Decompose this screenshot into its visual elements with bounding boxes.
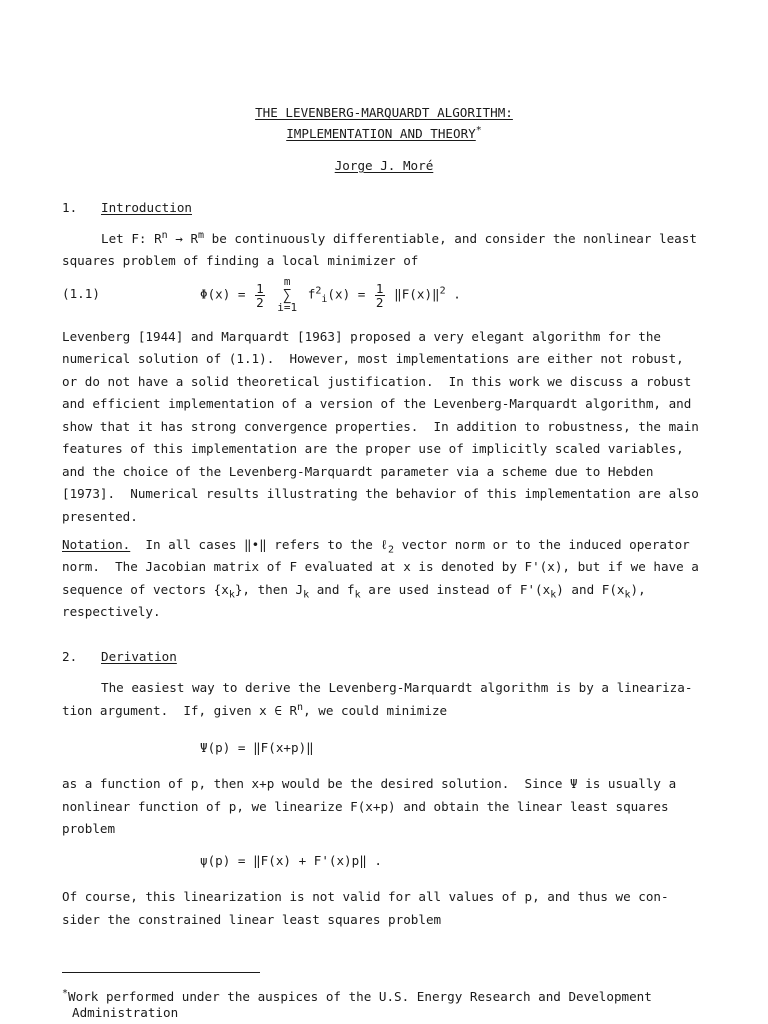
footnote-line-1: [62, 989, 652, 1005]
intro-line-1: [101, 231, 697, 247]
notation-text: sequence of vectors {x: [62, 582, 229, 597]
superscript: n: [297, 701, 304, 713]
derivation-paragraph-line: problem: [62, 821, 116, 836]
notation-label: Notation.: [62, 537, 131, 552]
derivation-paragraph-line: sider the constrained linear least squares problem: [62, 912, 442, 927]
intro-paragraph-line: show that it has strong convergence properties. In addition to robustness, the main: [62, 419, 699, 434]
superscript: n: [161, 229, 168, 241]
derivation-paragraph-line: nonlinear function of p, we linearize F(x+p) and obtain the linear least squares: [62, 799, 669, 814]
subscript: k: [303, 589, 310, 601]
equation-term: (x) =: [327, 286, 366, 302]
derivation-line-2: [62, 703, 447, 719]
notation-text: are used instead of F'(x: [360, 582, 551, 597]
equation-term: f: [307, 286, 316, 302]
subscript: k: [550, 589, 557, 601]
fraction-half: [375, 282, 385, 309]
equation-end: .: [445, 286, 461, 302]
notation-line-4: respectively.: [62, 604, 161, 619]
notation-line-3: [62, 582, 646, 601]
notation-text: In all cases ‖•‖ refers to the ℓ: [130, 537, 389, 552]
equation-1-1: [200, 276, 461, 314]
paper-title-line2-text: IMPLEMENTATION AND THEORY: [286, 126, 476, 141]
paper-title-line2: [0, 126, 768, 142]
equation-label-1-1: (1.1): [62, 286, 100, 301]
sum-symbol: ∑: [282, 286, 292, 304]
fraction-denominator: 2: [375, 294, 384, 310]
derivation-line-1: The easiest way to derive the Levenberg-Marquardt algorithm is by a lineariza-: [101, 680, 693, 695]
subscript: i: [321, 294, 328, 306]
equation-psi-lower: ψ(p) = ‖F(x) + F'(x)p‖ .: [200, 853, 382, 868]
subscript: k: [354, 589, 361, 601]
intro-paragraph-line: features of this implementation are the proper use of implicitly scaled variables,: [62, 441, 684, 456]
intro-paragraph-line: and the choice of the Levenberg-Marquardt parameter via a scheme due to Hebden: [62, 464, 654, 479]
intro-paragraph-line: Levenberg [1944] and Marquardt [1963] proposed a very elegant algorithm for the: [62, 329, 661, 344]
title-footnote-mark: *: [475, 124, 482, 136]
equation-rhs: ‖F(x)‖: [394, 286, 440, 302]
intro-paragraph-line: or do not have a solid theoretical justification. In this work we discuss a robust: [62, 374, 692, 389]
section-1-number: 1.: [62, 200, 78, 215]
subscript: 2: [388, 544, 395, 556]
derivation-text: , we could minimize: [303, 703, 448, 718]
fraction-numerator: 1: [375, 280, 384, 296]
intro-paragraph-line: presented.: [62, 509, 138, 524]
intro-text: → R: [167, 231, 199, 246]
intro-text: Let F: R: [101, 231, 162, 246]
intro-paragraph-line: and efficient implementation of a version of the Levenberg-Marquardt algorithm, and: [62, 396, 692, 411]
equation-psi-upper: Ψ(p) = ‖F(x+p)‖: [200, 740, 314, 755]
superscript: 2: [439, 285, 446, 297]
section-1-heading: Introduction: [101, 200, 192, 215]
notation-text: ) and F(x: [556, 582, 625, 597]
fraction-half: [255, 282, 265, 309]
fraction-denominator: 2: [256, 294, 264, 310]
intro-paragraph-line: [1973]. Numerical results illustrating the behavior of this implementation are also: [62, 486, 699, 501]
intro-paragraph-line: numerical solution of (1.1). However, most implementations are either not robust,: [62, 351, 684, 366]
footnote-line-2: Administration: [72, 1005, 179, 1020]
sum-upper-limit: m: [283, 275, 291, 288]
subscript: k: [624, 589, 631, 601]
footnote-rule: [62, 972, 260, 973]
fraction-numerator: 1: [256, 280, 264, 296]
equation-lhs: Φ(x) =: [200, 286, 246, 302]
summation: [277, 276, 297, 314]
sum-lower-limit: i=1: [277, 301, 298, 314]
paper-title-line1: THE LEVENBERG-MARQUARDT ALGORITHM:: [255, 105, 513, 120]
footnote-mark: *: [62, 987, 69, 999]
derivation-paragraph-line: Of course, this linearization is not valid for all values of p, and thus we con-: [62, 889, 669, 904]
notation-line-1: [62, 537, 690, 556]
derivation-text: tion argument. If, given x ∈ R: [62, 703, 298, 718]
footnote-text: Work performed under the auspices of the U.S. Energy Research and Development: [68, 989, 652, 1004]
author-name: Jorge J. Moré: [334, 158, 434, 173]
notation-text: ),: [630, 582, 646, 597]
subscript: k: [228, 589, 235, 601]
section-2-heading: Derivation: [101, 649, 177, 664]
notation-text: vector norm or to the induced operator: [394, 537, 690, 552]
intro-text: be continuously differentiable, and consider the nonlinear least: [204, 231, 697, 246]
derivation-paragraph-line: as a function of p, then x+p would be the desired solution. Since Ψ is usually a: [62, 776, 677, 791]
notation-text: and f: [309, 582, 355, 597]
section-2-number: 2.: [62, 649, 78, 664]
notation-line-2: norm. The Jacobian matrix of F evaluated at x is denoted by F'(x), but if we have a: [62, 559, 699, 574]
notation-text: }, then J: [234, 582, 304, 597]
superscript: 2: [315, 285, 322, 297]
superscript: m: [198, 229, 205, 241]
intro-line-2: squares problem of finding a local minimizer of: [62, 253, 419, 268]
